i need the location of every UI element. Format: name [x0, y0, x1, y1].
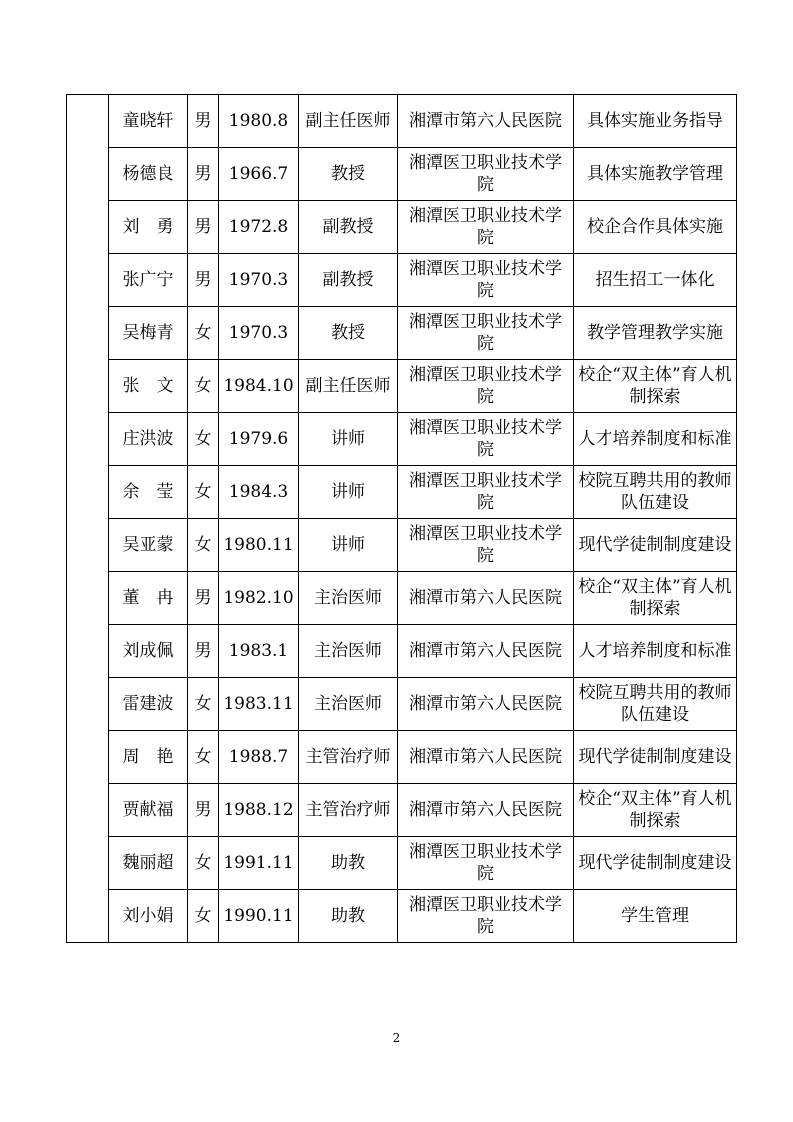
name-cell — [109, 466, 188, 519]
birth-date-cell-text: 1991.11 — [223, 853, 294, 873]
gender-cell-text: 男 — [194, 800, 212, 820]
birth-date-cell — [219, 95, 299, 148]
name-cell-text: 吴亚蒙 — [122, 535, 174, 555]
table-row — [67, 413, 737, 466]
page-number: 2 — [392, 1031, 401, 1045]
responsibility-cell-text: 具体实施教学管理 — [587, 164, 723, 184]
birth-date-cell-text: 1983.1 — [228, 641, 289, 661]
gender-cell-text: 男 — [194, 164, 212, 184]
job-title-cell — [299, 148, 398, 201]
name-cell — [109, 625, 188, 678]
name-cell — [109, 307, 188, 360]
name-cell-text: 张广宁 — [122, 270, 174, 290]
birth-date-cell-text: 1980.11 — [223, 535, 294, 555]
birth-date-cell-text: 1983.11 — [223, 694, 294, 714]
job-title-cell-text: 讲师 — [331, 535, 365, 555]
name-cell-text: 庄洪波 — [122, 429, 174, 449]
gender-cell-text: 女 — [194, 906, 212, 926]
birth-date-cell-text: 1990.11 — [223, 906, 294, 926]
job-title-cell — [299, 731, 398, 784]
responsibility-cell-text: 校院互聘共用的教师队伍建设 — [578, 683, 732, 725]
responsibility-cell — [574, 678, 737, 731]
work-unit-cell — [398, 784, 574, 837]
gender-cell-text: 女 — [194, 694, 212, 714]
responsibility-cell-text: 人才培养制度和标准 — [578, 641, 732, 661]
job-title-cell-text: 副主任医师 — [305, 111, 391, 131]
birth-date-cell — [219, 625, 299, 678]
name-cell — [109, 95, 188, 148]
job-title-cell-text: 主治医师 — [314, 694, 382, 714]
gender-cell-text: 女 — [194, 323, 212, 343]
gender-cell — [188, 519, 219, 572]
gender-cell-text: 男 — [194, 270, 212, 290]
work-unit-cell — [398, 837, 574, 890]
gender-cell — [188, 413, 219, 466]
work-unit-cell-text: 湘潭医卫职业技术学院 — [409, 153, 562, 195]
work-unit-cell — [398, 148, 574, 201]
name-cell-text: 刘小娟 — [122, 906, 174, 926]
work-unit-cell — [398, 201, 574, 254]
table-row — [67, 625, 737, 678]
birth-date-cell — [219, 784, 299, 837]
responsibility-cell — [574, 519, 737, 572]
responsibility-cell — [574, 254, 737, 307]
name-cell — [109, 890, 188, 943]
job-title-cell — [299, 413, 398, 466]
gender-cell — [188, 731, 219, 784]
gender-cell-text: 男 — [194, 641, 212, 661]
work-unit-cell — [398, 95, 574, 148]
gender-cell — [188, 890, 219, 943]
gender-cell-text: 女 — [194, 429, 212, 449]
responsibility-cell-text: 学生管理 — [621, 906, 689, 926]
responsibility-cell-text: 现代学徒制制度建设 — [578, 535, 732, 555]
responsibility-cell-text: 校企“双主体”育人机制探索 — [578, 789, 732, 831]
responsibility-cell-text: 人才培养制度和标准 — [578, 429, 732, 449]
name-cell-text: 刘成佩 — [122, 641, 174, 661]
name-cell-text: 刘 勇 — [122, 217, 174, 237]
name-cell-text: 魏丽超 — [122, 853, 174, 873]
table-row — [67, 572, 737, 625]
birth-date-cell — [219, 466, 299, 519]
birth-date-cell-text: 1980.8 — [228, 111, 289, 131]
responsibility-cell-text: 具体实施业务指导 — [587, 111, 723, 131]
name-cell-text: 张 文 — [122, 376, 174, 396]
job-title-cell — [299, 625, 398, 678]
job-title-cell-text: 副教授 — [322, 270, 374, 290]
name-cell — [109, 254, 188, 307]
work-unit-cell-text: 湘潭医卫职业技术学院 — [409, 524, 562, 566]
table-row — [67, 519, 737, 572]
responsibility-cell — [574, 95, 737, 148]
gender-cell — [188, 254, 219, 307]
gender-cell — [188, 95, 219, 148]
job-title-cell — [299, 254, 398, 307]
responsibility-cell-text: 校企合作具体实施 — [587, 217, 723, 237]
responsibility-cell — [574, 572, 737, 625]
responsibility-cell — [574, 466, 737, 519]
table-row — [67, 95, 737, 148]
job-title-cell-text: 助教 — [331, 906, 365, 926]
responsibility-cell — [574, 307, 737, 360]
job-title-cell — [299, 784, 398, 837]
job-title-cell — [299, 95, 398, 148]
work-unit-cell — [398, 466, 574, 519]
name-cell — [109, 519, 188, 572]
name-cell — [109, 731, 188, 784]
gender-cell-text: 女 — [194, 747, 212, 767]
table-row — [67, 307, 737, 360]
birth-date-cell — [219, 307, 299, 360]
table-row — [67, 890, 737, 943]
name-cell-text: 雷建波 — [122, 694, 174, 714]
job-title-cell — [299, 572, 398, 625]
birth-date-cell-text: 1982.10 — [223, 588, 294, 608]
gender-cell — [188, 466, 219, 519]
job-title-cell-text: 主管治疗师 — [305, 747, 391, 767]
work-unit-cell-text: 湘潭市第六人民医院 — [409, 800, 562, 820]
work-unit-cell-text: 湘潭医卫职业技术学院 — [409, 259, 562, 301]
birth-date-cell-text: 1970.3 — [228, 323, 289, 343]
job-title-cell — [299, 466, 398, 519]
table-row — [67, 254, 737, 307]
job-title-cell-text: 副主任医师 — [305, 376, 391, 396]
work-unit-cell — [398, 731, 574, 784]
responsibility-cell-text: 校企“双主体”育人机制探索 — [578, 577, 732, 619]
staff-table — [66, 94, 737, 943]
birth-date-cell — [219, 413, 299, 466]
work-unit-cell-text: 湘潭医卫职业技术学院 — [409, 842, 562, 884]
work-unit-cell — [398, 360, 574, 413]
gender-cell-text: 男 — [194, 111, 212, 131]
job-title-cell — [299, 201, 398, 254]
work-unit-cell-text: 湘潭市第六人民医院 — [409, 747, 562, 767]
responsibility-cell-text: 现代学徒制制度建设 — [578, 853, 732, 873]
birth-date-cell-text: 1988.7 — [228, 747, 289, 767]
name-cell-text: 周 艳 — [122, 747, 174, 767]
birth-date-cell-text: 1966.7 — [228, 164, 289, 184]
name-cell — [109, 360, 188, 413]
birth-date-cell-text: 1984.10 — [223, 376, 294, 396]
name-cell-text: 董 冉 — [122, 588, 174, 608]
table-row — [67, 466, 737, 519]
work-unit-cell-text: 湘潭市第六人民医院 — [409, 641, 562, 661]
responsibility-cell — [574, 784, 737, 837]
job-title-cell-text: 主治医师 — [314, 641, 382, 661]
job-title-cell — [299, 678, 398, 731]
birth-date-cell — [219, 678, 299, 731]
staff-table-body — [67, 95, 737, 943]
job-title-cell — [299, 307, 398, 360]
work-unit-cell — [398, 519, 574, 572]
birth-date-cell — [219, 360, 299, 413]
name-cell — [109, 148, 188, 201]
name-cell-text: 余 莹 — [122, 482, 174, 502]
gender-cell — [188, 784, 219, 837]
birth-date-cell-text: 1972.8 — [228, 217, 289, 237]
gender-cell-text: 女 — [194, 376, 212, 396]
gender-cell — [188, 625, 219, 678]
work-unit-cell — [398, 307, 574, 360]
responsibility-cell-text: 教学管理教学实施 — [587, 323, 723, 343]
responsibility-cell — [574, 201, 737, 254]
work-unit-cell-text: 湘潭医卫职业技术学院 — [409, 895, 562, 937]
gender-cell-text: 女 — [194, 535, 212, 555]
table-row — [67, 837, 737, 890]
birth-date-cell-text: 1984.3 — [228, 482, 289, 502]
work-unit-cell — [398, 254, 574, 307]
responsibility-cell-text: 校院互聘共用的教师队伍建设 — [578, 471, 732, 513]
responsibility-cell — [574, 148, 737, 201]
work-unit-cell-text: 湘潭医卫职业技术学院 — [409, 312, 562, 354]
table-row — [67, 731, 737, 784]
name-cell — [109, 837, 188, 890]
work-unit-cell — [398, 413, 574, 466]
responsibility-cell-text: 校企“双主体”育人机制探索 — [578, 365, 732, 407]
birth-date-cell — [219, 572, 299, 625]
birth-date-cell — [219, 148, 299, 201]
job-title-cell — [299, 837, 398, 890]
work-unit-cell-text: 湘潭医卫职业技术学院 — [409, 206, 562, 248]
responsibility-cell — [574, 625, 737, 678]
birth-date-cell-text: 1979.6 — [228, 429, 289, 449]
gender-cell-text: 男 — [194, 588, 212, 608]
work-unit-cell-text: 湘潭医卫职业技术学院 — [409, 471, 562, 513]
responsibility-cell — [574, 837, 737, 890]
birth-date-cell-text: 1970.3 — [228, 270, 289, 290]
responsibility-cell — [574, 413, 737, 466]
name-cell-text: 吴梅青 — [122, 323, 174, 343]
responsibility-cell-text: 现代学徒制制度建设 — [578, 747, 732, 767]
work-unit-cell — [398, 625, 574, 678]
job-title-cell-text: 助教 — [331, 853, 365, 873]
name-cell — [109, 678, 188, 731]
name-cell — [109, 413, 188, 466]
name-cell — [109, 784, 188, 837]
work-unit-cell-text: 湘潭市第六人民医院 — [409, 588, 562, 608]
work-unit-cell-text: 湘潭市第六人民医院 — [409, 111, 562, 131]
birth-date-cell — [219, 731, 299, 784]
gender-cell — [188, 678, 219, 731]
name-cell-text: 童晓轩 — [122, 111, 174, 131]
work-unit-cell — [398, 890, 574, 943]
table-row — [67, 360, 737, 413]
birth-date-cell-text: 1988.12 — [223, 800, 294, 820]
birth-date-cell — [219, 837, 299, 890]
job-title-cell-text: 主治医师 — [314, 588, 382, 608]
job-title-cell-text: 教授 — [331, 164, 365, 184]
category-cell — [67, 95, 109, 943]
birth-date-cell — [219, 519, 299, 572]
responsibility-cell — [574, 890, 737, 943]
gender-cell-text: 女 — [194, 482, 212, 502]
gender-cell — [188, 307, 219, 360]
name-cell-text: 贾献福 — [122, 800, 174, 820]
table-row — [67, 201, 737, 254]
work-unit-cell-text: 湘潭市第六人民医院 — [409, 694, 562, 714]
work-unit-cell-text: 湘潭医卫职业技术学院 — [409, 365, 562, 407]
job-title-cell-text: 副教授 — [322, 217, 374, 237]
work-unit-cell — [398, 678, 574, 731]
name-cell-text: 杨德良 — [122, 164, 174, 184]
responsibility-cell — [574, 360, 737, 413]
job-title-cell — [299, 519, 398, 572]
job-title-cell — [299, 890, 398, 943]
gender-cell — [188, 360, 219, 413]
table-row — [67, 784, 737, 837]
birth-date-cell — [219, 890, 299, 943]
gender-cell-text: 女 — [194, 853, 212, 873]
name-cell — [109, 572, 188, 625]
job-title-cell — [299, 360, 398, 413]
gender-cell — [188, 837, 219, 890]
job-title-cell-text: 教授 — [331, 323, 365, 343]
birth-date-cell — [219, 201, 299, 254]
gender-cell — [188, 148, 219, 201]
table-row — [67, 148, 737, 201]
name-cell — [109, 201, 188, 254]
job-title-cell-text: 讲师 — [331, 429, 365, 449]
work-unit-cell — [398, 572, 574, 625]
responsibility-cell-text: 招生招工一体化 — [595, 270, 715, 290]
work-unit-cell-text: 湘潭医卫职业技术学院 — [409, 418, 562, 460]
birth-date-cell — [219, 254, 299, 307]
gender-cell — [188, 201, 219, 254]
job-title-cell-text: 讲师 — [331, 482, 365, 502]
responsibility-cell — [574, 731, 737, 784]
table-row — [67, 678, 737, 731]
gender-cell — [188, 572, 219, 625]
job-title-cell-text: 主管治疗师 — [305, 800, 391, 820]
gender-cell-text: 男 — [194, 217, 212, 237]
